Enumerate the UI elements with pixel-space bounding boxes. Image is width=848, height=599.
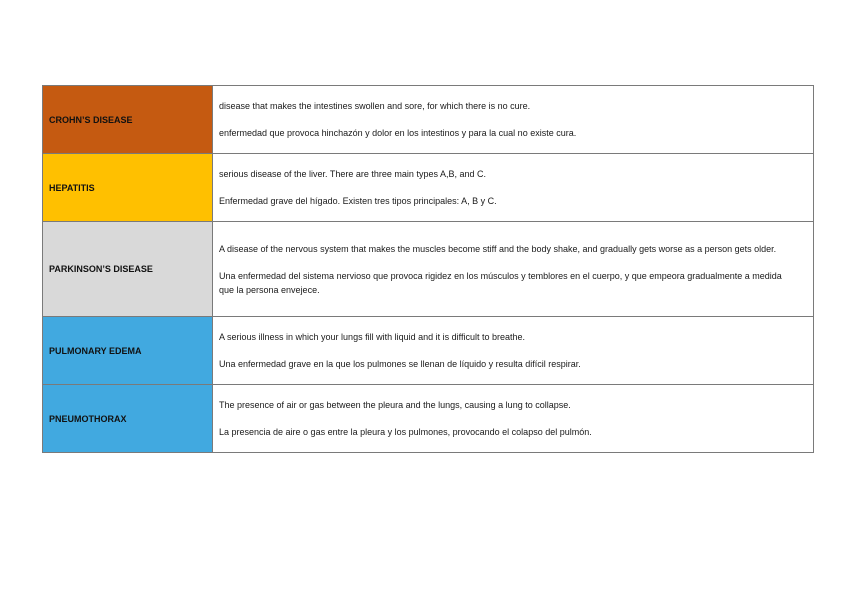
glossary-table (42, 85, 814, 453)
definition-cell (213, 317, 814, 385)
definition-english: The presence of air or gas between the pleura and the lungs, causing a lung to collapse. (219, 400, 571, 410)
term-cell: CROHN’S DISEASE (43, 86, 213, 154)
definition-spanish: Una enfermedad grave en la que los pulmones se llenan de líquido y resulta difícil respirar. (219, 359, 581, 369)
definition-spanish: Una enfermedad del sistema nervioso que provoca rigidez en los músculos y temblores en el cuerpo, y que empeora gradualmente a medida que la persona envejece. (219, 270, 782, 295)
glossary-row-parkinsons (43, 222, 814, 317)
glossary-row-crohns (43, 86, 814, 154)
definition-english: A serious illness in which your lungs fill with liquid and it is difficult to breathe. (219, 332, 525, 342)
definition-english: disease that makes the intestines swollen and sore, for which there is no cure. (219, 101, 531, 111)
definition-spanish: Enfermedad grave del hígado. Existen tres tipos principales: A, B y C. (219, 196, 497, 206)
term-cell: PARKINSON’S DISEASE (43, 222, 213, 317)
definition-cell (213, 86, 814, 154)
term-cell: PULMONARY EDEMA (43, 317, 213, 385)
definition-spanish: La presencia de aire o gas entre la pleura y los pulmones, provocando el colapso del pulmón. (219, 427, 592, 437)
definition-spanish: enfermedad que provoca hinchazón y dolor en los intestinos y para la cual no existe cura. (219, 128, 577, 138)
definition-cell (213, 222, 814, 317)
definition-english: serious disease of the liver. There are three main types A,B, and C. (219, 169, 486, 179)
glossary-row-pneumothorax (43, 385, 814, 453)
definition-cell (213, 385, 814, 453)
term-cell: PNEUMOTHORAX (43, 385, 213, 453)
definition-cell (213, 154, 814, 222)
glossary-row-pulmonary-edema (43, 317, 814, 385)
glossary-row-hepatitis (43, 154, 814, 222)
term-cell: HEPATITIS (43, 154, 213, 222)
definition-english: A disease of the nervous system that makes the muscles become stiff and the body shake, and gradually gets worse as a person gets older. (219, 243, 777, 254)
